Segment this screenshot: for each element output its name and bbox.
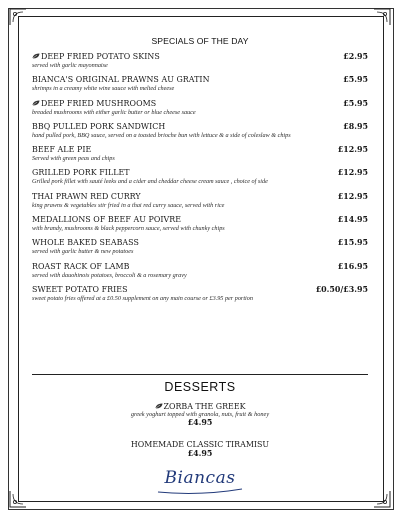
menu-item-row	[32, 215, 368, 224]
menu-item-price: £5.95	[343, 75, 368, 85]
menu-item-name: BBQ PULLED PORK SANDWICH	[32, 121, 166, 131]
menu-item-name-wrap	[32, 215, 181, 224]
menu-item-row	[32, 285, 368, 294]
menu-item-name-wrap	[32, 75, 210, 84]
menu-item-price: £8.95	[343, 121, 368, 131]
menu-item-price: £12.95	[337, 145, 368, 155]
menu-item-description: hand pulled pork, BBQ sauce, served on a toasted brioche bun with lettuce & a side of coleslaw & chips	[32, 131, 291, 139]
corner-ornament-icon	[9, 490, 27, 508]
menu-item	[32, 99, 368, 117]
menu-item-description: served with garlic mayonnaise	[32, 62, 108, 69]
menu-item-price: £12.95	[337, 191, 368, 201]
menu-item-description: sweet potato fries offered at a £0.50 supplement on any main course or £3.95 per portion	[32, 294, 253, 302]
menu-item-price: £14.95	[337, 215, 368, 225]
menu-item-name: SWEET POTATO FRIES	[32, 284, 128, 294]
menu-item-name-wrap	[32, 122, 165, 131]
menu-item-row	[32, 262, 368, 271]
menu-item-row	[32, 122, 368, 131]
menu-item-description: Grilled pork fillet with sauté leeks and a cider and cheddar cheese cream sauce , choice of side	[32, 178, 268, 186]
dessert-item	[0, 402, 400, 427]
vegetarian-leaf-icon	[32, 100, 40, 106]
menu-item-price: £12.95	[337, 168, 368, 178]
menu-item-price: £16.95	[337, 261, 368, 271]
dessert-name: ZORBA THE GREEK	[163, 402, 246, 411]
dessert-description: greek yoghurt topped with granola, nuts, fruit & honey	[130, 411, 270, 418]
menu-item-name: BIANCA'S ORIGINAL PRAWNS AU GRATIN	[32, 75, 210, 85]
specials-title: SPECIALS OF THE DAY	[151, 36, 249, 46]
corner-ornament-icon	[9, 8, 27, 26]
menu-item-name-wrap	[32, 238, 139, 247]
menu-item	[32, 52, 368, 70]
menu-item-row	[32, 75, 368, 84]
logo-swoosh-icon	[156, 487, 244, 495]
menu-item-row	[32, 145, 368, 154]
menu-item-name: GRILLED PORK FILLET	[32, 168, 130, 178]
menu-item	[32, 75, 368, 93]
vegetarian-leaf-icon	[155, 403, 163, 409]
menu-item-name: MEDALLIONS OF BEEF AU POIVRE	[32, 215, 182, 225]
menu-item-description: breaded mushrooms with either garlic butter or blue cheese sauce	[32, 108, 196, 116]
menu-item-name-wrap	[32, 192, 141, 201]
menu-item-row	[32, 192, 368, 201]
menu-item-name-wrap	[32, 168, 130, 177]
menu-item-description: king prawns & vegetables stir fried in a thai red curry sauce, served with rice	[32, 201, 225, 209]
menu-item-price: £2.95	[343, 52, 368, 61]
menu-item-description: served with garlic butter & new potatoes	[32, 248, 134, 256]
menu-item-row	[32, 99, 368, 108]
dessert-price: £4.95	[187, 449, 213, 458]
menu-item-name: WHOLE BAKED SEABASS	[32, 238, 139, 248]
specials-list	[32, 52, 368, 303]
menu-item-name: DEEP FRIED MUSHROOMS	[41, 98, 157, 108]
biancas-logo: Biancas	[164, 468, 236, 488]
dessert-item	[0, 440, 400, 458]
menu-item-name-wrap	[32, 99, 156, 108]
desserts-title: DESSERTS	[164, 380, 236, 394]
menu-item-name-wrap	[32, 262, 130, 271]
menu-item	[32, 215, 368, 233]
specials-section	[32, 36, 368, 308]
menu-item	[32, 168, 368, 186]
vegetarian-leaf-icon	[32, 53, 40, 59]
corner-ornament-icon	[373, 8, 391, 26]
menu-item-name-wrap	[32, 52, 160, 61]
menu-item	[32, 192, 368, 210]
menu-item-price: £5.95	[343, 98, 368, 108]
menu-item-price: £0.50/£3.95	[315, 284, 368, 294]
menu-item-row	[32, 52, 368, 61]
menu-item-description: Served with green peas and chips	[32, 155, 115, 163]
menu-item	[32, 285, 368, 303]
menu-item-name: DEEP FRIED POTATO SKINS	[41, 52, 160, 61]
menu-item	[32, 262, 368, 280]
menu-item-name: THAI PRAWN RED CURRY	[32, 191, 141, 201]
menu-item-row	[32, 168, 368, 177]
menu-item-name: ROAST RACK OF LAMB	[32, 261, 130, 271]
menu-item-description: with brandy, mushrooms & black peppercorn sauce, served with chunky chips	[32, 225, 225, 233]
menu-item	[32, 238, 368, 256]
menu-item-row	[32, 238, 368, 247]
menu-item	[32, 122, 368, 140]
menu-item-name: BEEF ALE PIE	[32, 145, 92, 155]
menu-item	[32, 145, 368, 163]
menu-item-description: shrimps in a creamy white wine sauce with melted cheese	[32, 85, 175, 93]
dessert-name: HOMEMADE CLASSIC TIRAMISU	[130, 440, 270, 449]
menu-item-name-wrap	[32, 145, 91, 154]
dessert-price: £4.95	[187, 418, 213, 427]
menu-item-name-wrap	[32, 285, 128, 294]
corner-ornament-icon	[373, 490, 391, 508]
menu-item-description: served with dauohinois potatoes, broccoli & a rosemary gravy	[32, 271, 187, 279]
menu-item-price: £15.95	[337, 238, 368, 248]
section-divider	[32, 374, 368, 375]
